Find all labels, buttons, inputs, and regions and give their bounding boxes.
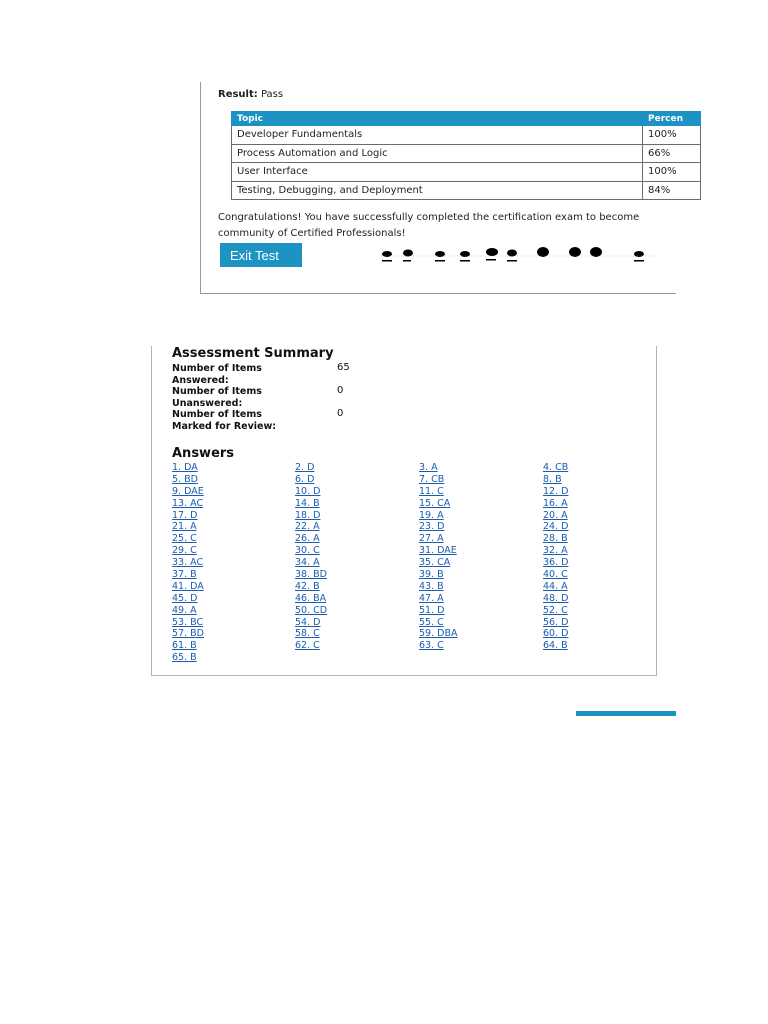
answer-link[interactable]: 12. D [543, 485, 569, 497]
exit-test-button[interactable]: Exit Test [220, 243, 302, 267]
answer-link[interactable]: 45. D [172, 592, 198, 604]
table-row [232, 144, 701, 163]
answer-link[interactable]: 11. C [419, 485, 444, 497]
answer-link[interactable]: 46. BA [295, 592, 327, 604]
answer-link[interactable]: 60. D [543, 628, 569, 640]
percent-cell: 66% [643, 144, 701, 163]
answer-link[interactable]: 23. D [419, 521, 445, 533]
result-value: Pass [260, 89, 284, 100]
answered-label-line-1: Number of Items [172, 363, 262, 374]
answer-link[interactable]: 49. A [172, 604, 197, 616]
unanswered-label-line-1: Number of Items [172, 386, 262, 397]
result-line [218, 89, 283, 100]
unanswered-value: 0 [337, 385, 344, 396]
answer-link[interactable]: 48. D [543, 592, 569, 604]
topic-cell: Developer Fundamentals [232, 126, 643, 145]
answer-link[interactable]: 53. BC [172, 616, 204, 628]
answer-link[interactable]: 64. B [543, 640, 568, 652]
answer-link[interactable]: 5. BD [172, 473, 198, 485]
congratulations-message [218, 210, 688, 242]
answer-link[interactable]: 44. A [543, 580, 568, 592]
redaction-marks [381, 246, 661, 266]
answers-title: Answers [172, 446, 235, 461]
answer-link[interactable]: 36. D [543, 557, 569, 569]
answer-link[interactable]: 33. AC [172, 557, 204, 569]
answer-link[interactable]: 25. C [172, 533, 197, 545]
answer-link[interactable]: 32. A [543, 545, 568, 557]
percent-column-header: Percen [643, 112, 701, 126]
answer-link[interactable]: 21. A [172, 521, 197, 533]
answered-label [172, 363, 312, 386]
answer-link[interactable]: 3. A [419, 462, 438, 473]
answer-link[interactable]: 22. A [295, 521, 320, 533]
marked-for-review-value: 0 [337, 408, 344, 419]
answer-link[interactable]: 39. B [419, 569, 444, 581]
answer-link[interactable]: 42. B [295, 580, 320, 592]
table-row [232, 126, 701, 145]
answer-link[interactable]: 10. D [295, 485, 321, 497]
topic-cell: Testing, Debugging, and Deployment [232, 181, 643, 200]
answer-link[interactable]: 43. B [419, 580, 444, 592]
answer-link[interactable]: 35. CA [419, 557, 451, 569]
answer-link[interactable]: 6. D [295, 473, 315, 485]
answer-link[interactable]: 9. DAE [172, 485, 204, 497]
congratulations-line-1: Congratulations! You have successfully completed the certification exam to become [218, 212, 640, 223]
answer-link[interactable]: 61. B [172, 640, 197, 652]
answer-link[interactable]: 57. BD [172, 628, 204, 640]
marked-for-review-label [172, 409, 312, 432]
topic-cell: User Interface [232, 163, 643, 182]
answered-value: 65 [337, 362, 350, 373]
answer-link[interactable]: 27. A [419, 533, 444, 545]
answer-link[interactable]: 50. CD [295, 604, 328, 616]
answer-link[interactable]: 1. DA [172, 462, 198, 473]
answers-grid [172, 462, 592, 664]
table-row [232, 163, 701, 182]
percent-cell: 100% [643, 163, 701, 182]
answer-link[interactable]: 16. A [543, 497, 568, 509]
topic-column-header: Topic [232, 112, 643, 126]
answer-link[interactable]: 18. D [295, 509, 321, 521]
percent-cell: 84% [643, 181, 701, 200]
answer-link[interactable]: 14. B [295, 497, 320, 509]
answer-link[interactable]: 19. A [419, 509, 444, 521]
review-label-line-2: Marked for Review: [172, 420, 277, 432]
result-label: Result: [218, 89, 258, 100]
answer-link[interactable]: 17. D [172, 509, 198, 521]
answer-link[interactable]: 37. B [172, 569, 197, 581]
answer-link[interactable]: 56. D [543, 616, 569, 628]
result-panel [200, 82, 683, 294]
answer-link[interactable]: 13. AC [172, 497, 204, 509]
percent-cell: 100% [643, 126, 701, 145]
review-label-line-1: Number of Items [172, 409, 262, 420]
assessment-summary-panel [151, 346, 657, 676]
answer-link[interactable]: 30. C [295, 545, 320, 557]
answer-link[interactable]: 26. A [295, 533, 320, 545]
answer-link[interactable]: 41. DA [172, 580, 204, 592]
answer-link[interactable]: 4. CB [543, 462, 569, 473]
answer-link[interactable]: 55. C [419, 616, 444, 628]
answer-link[interactable]: 24. D [543, 521, 569, 533]
answer-link[interactable]: 34. A [295, 557, 320, 569]
answer-link[interactable]: 54. D [295, 616, 321, 628]
answer-link[interactable]: 7. CB [419, 473, 445, 485]
unanswered-label [172, 386, 312, 409]
table-row [232, 181, 701, 200]
answer-link[interactable]: 47. A [419, 592, 444, 604]
topic-cell: Process Automation and Logic [232, 144, 643, 163]
accent-strip [576, 711, 676, 716]
congratulations-line-2: community of Certified Professionals! [218, 228, 406, 239]
answer-link[interactable]: 15. CA [419, 497, 451, 509]
answer-link[interactable]: 59. DBA [419, 628, 458, 640]
topic-score-table [231, 111, 701, 200]
answer-link[interactable]: 51. D [419, 604, 445, 616]
assessment-summary-title: Assessment Summary [172, 346, 334, 361]
answer-link[interactable]: 52. C [543, 604, 568, 616]
answered-label-line-2: Answered: [172, 374, 229, 386]
answer-link[interactable]: 40. C [543, 569, 568, 581]
answer-link[interactable]: 8. B [543, 473, 562, 485]
unanswered-label-line-2: Unanswered: [172, 397, 243, 409]
answer-link[interactable]: 28. B [543, 533, 568, 545]
answer-link[interactable]: 58. C [295, 628, 320, 640]
answer-link[interactable]: 31. DAE [419, 545, 457, 557]
answer-link[interactable]: 38. BD [295, 569, 327, 581]
answer-link[interactable]: 2. D [295, 462, 315, 473]
table-header-row [232, 112, 701, 126]
answer-link[interactable]: 65. B [172, 652, 197, 664]
answer-link[interactable]: 62. C [295, 640, 320, 652]
answer-link[interactable]: 63. C [419, 640, 444, 652]
answer-link[interactable]: 29. C [172, 545, 197, 557]
answer-link[interactable]: 20. A [543, 509, 568, 521]
